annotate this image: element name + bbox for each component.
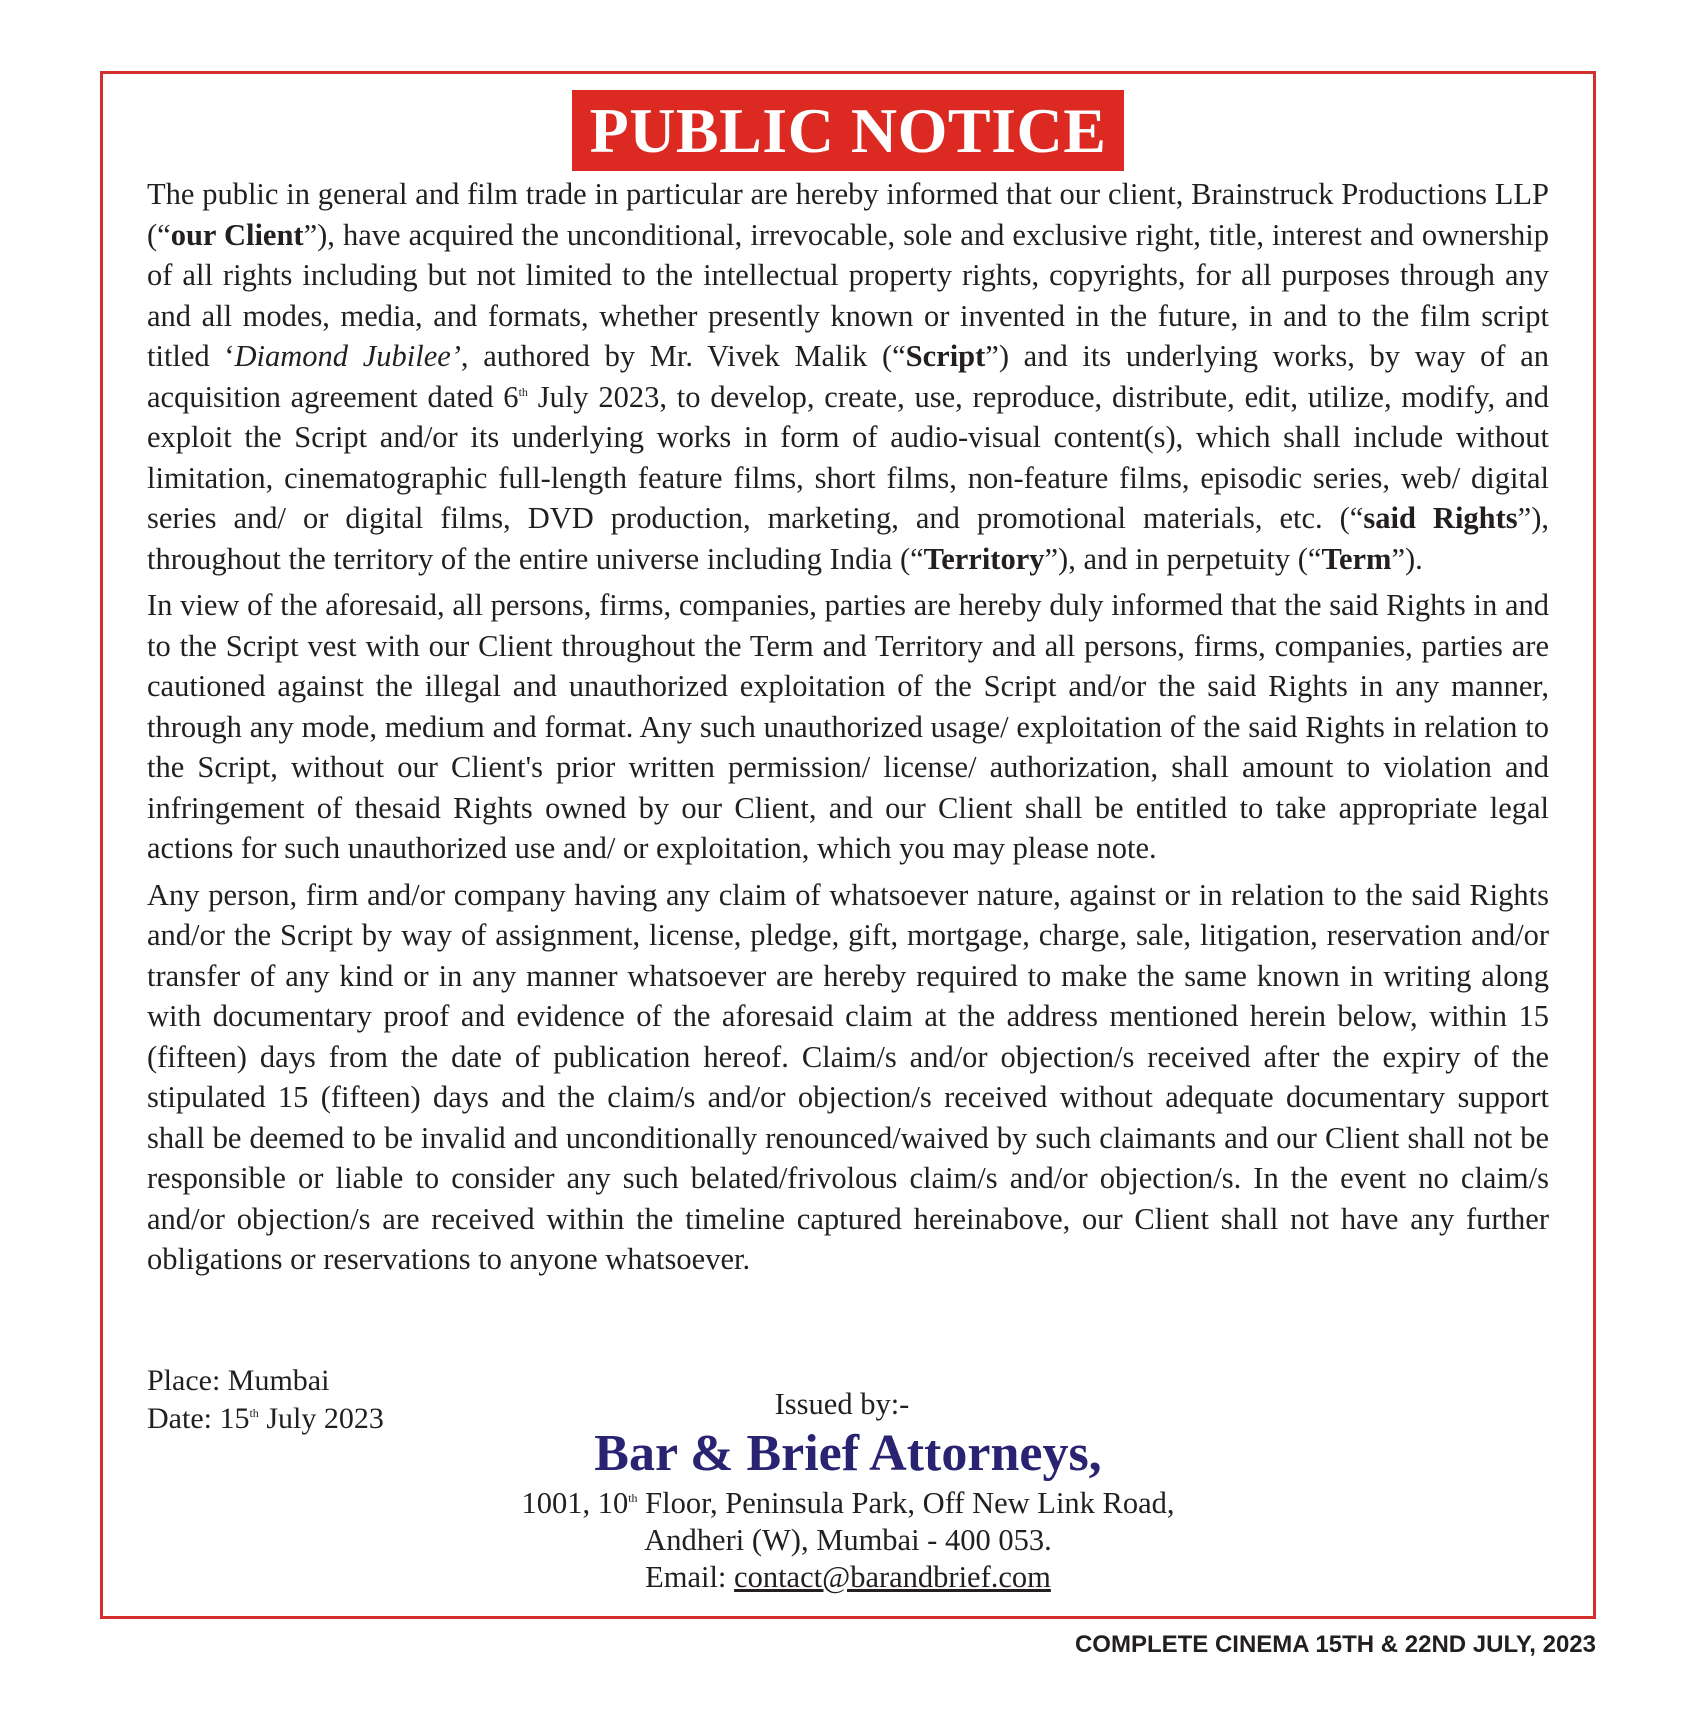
date-pre: Date: 15	[147, 1402, 250, 1435]
p1-text-h: ”), and in perpetuity (“	[1044, 541, 1322, 576]
p1-text-g: ”), throughout the territory of the entire universe including India (“	[147, 501, 1549, 576]
paragraph-rights	[147, 174, 1549, 579]
notice-frame	[100, 71, 1596, 1619]
firm-name: Bar & Brief Attorneys,	[594, 1425, 1102, 1482]
address-line-1	[103, 1485, 1593, 1522]
email-line	[103, 1559, 1593, 1596]
issued-by-label: Issued by:-	[774, 1387, 910, 1421]
p1-text-c: ”), have acquired the unconditional, irrevocable, sole and exclusive right, title, interest and ownership of all rights including but not limited to the intellectual property rights, copyrights, for all purposes through any and all modes, media, and formats, whether presently known or invented in the future, in and to the film script titled ‘	[147, 217, 1549, 373]
p1-text-a: The public in general and film trade in particular are hereby informed that our client, Brainstruck Productions LLP (“	[147, 177, 1549, 252]
p1-bold-territory: Territory	[923, 541, 1045, 576]
address1-pre: 1001, 10	[521, 1486, 629, 1520]
place-line: Place: Mumbai	[147, 1364, 330, 1397]
date-superscript: th	[249, 1406, 259, 1420]
notice-body	[147, 174, 1549, 1286]
email-label: Email:	[645, 1560, 735, 1594]
p1-text-j: ”).	[1391, 541, 1423, 576]
p1-italic-script-title: Diamond Jubilee’	[234, 339, 461, 373]
p1-bold-term: Term	[1321, 541, 1392, 576]
p1-text-f: July 2023, to develop, create, use, reproduce, distribute, edit, utilize, modify, and exploit the Script and/or its underlying works in form of audio-visual content(s), which shall include without limitation, cinematographic full-length feature films, short films, non-feature films, episodic series, web/ digital series and/ or digital films, DVD production, marketing, and promotional materials, etc. (“	[147, 379, 1549, 535]
publication-footer: COMPLETE CINEMA 15TH & 22ND JULY, 2023	[1074, 1631, 1596, 1658]
p1-bold-said-rights: said Rights	[1363, 501, 1518, 535]
paragraph-claims: Any person, firm and/or company having any claim of whatsoever nature, against or in relation to the said Rights and/or the Script by way of assignment, license, pledge, gift, mortgage, charge, sale, litigation, reservation and/or transfer of any kind or in any manner whatsoever are hereby required to make the same known in writing along with documentary proof and evidence of the aforesaid claim at the address mentioned herein below, within 15 (fifteen) days from the date of publication hereof. Claim/s and/or objection/s received after the expiry of the stipulated 15 (fifteen) days and the claim/s and/or objection/s received without adequate documentary support shall be deemed to be invalid and unconditionally renounced/waived by such claimants and our Client shall not be responsible or liable to consider any such belated/frivolous claim/s and/or objection/s. In the event no claim/s and/or objection/s are received within the timeline captured hereinabove, our Client shall not have any further obligations or reservations to anyone whatsoever.	[147, 877, 1549, 1276]
p1-bold-script: Script	[905, 339, 986, 373]
email-link[interactable]: contact@barandbrief.com	[734, 1560, 1051, 1594]
p1-text-e: ”) and its underlying works, by way of an acquisition agreement dated 6	[147, 339, 1549, 414]
title-wrap	[103, 90, 1593, 171]
paragraph-caution: In view of the aforesaid, all persons, firms, companies, parties are hereby duly informed that the said Rights in and to the Script vest with our Client throughout the Term and Territory and all persons, firms, companies, parties are cautioned against the illegal and unauthorized exploitation of the Script and/or the said Rights in any manner, through any mode, medium and format. Any such unauthorized usage/ exploitation of the said Rights in relation to the Script, without our Client's prior written permission/ license/ authorization, shall amount to violation and infringement of thesaid Rights owned by our Client, and our Client shall be entitled to take appropriate legal actions for such unauthorized use and/ or exploitation, which you may please note.	[147, 588, 1549, 865]
p1-text-d: , authored by Mr. Vivek Malik (“	[460, 339, 906, 373]
issuer-block	[103, 1386, 1593, 1596]
date-post: July 2023	[258, 1402, 384, 1435]
p1-superscript: th	[518, 384, 528, 399]
p1-bold-our-client: our Client	[170, 217, 304, 252]
address1-post: Floor, Peninsula Park, Off New Link Road,	[637, 1486, 1175, 1520]
notice-title: PUBLIC NOTICE	[572, 90, 1125, 171]
address1-superscript: th	[628, 1490, 638, 1505]
address-line-2: Andheri (W), Mumbai - 400 053.	[644, 1523, 1052, 1557]
